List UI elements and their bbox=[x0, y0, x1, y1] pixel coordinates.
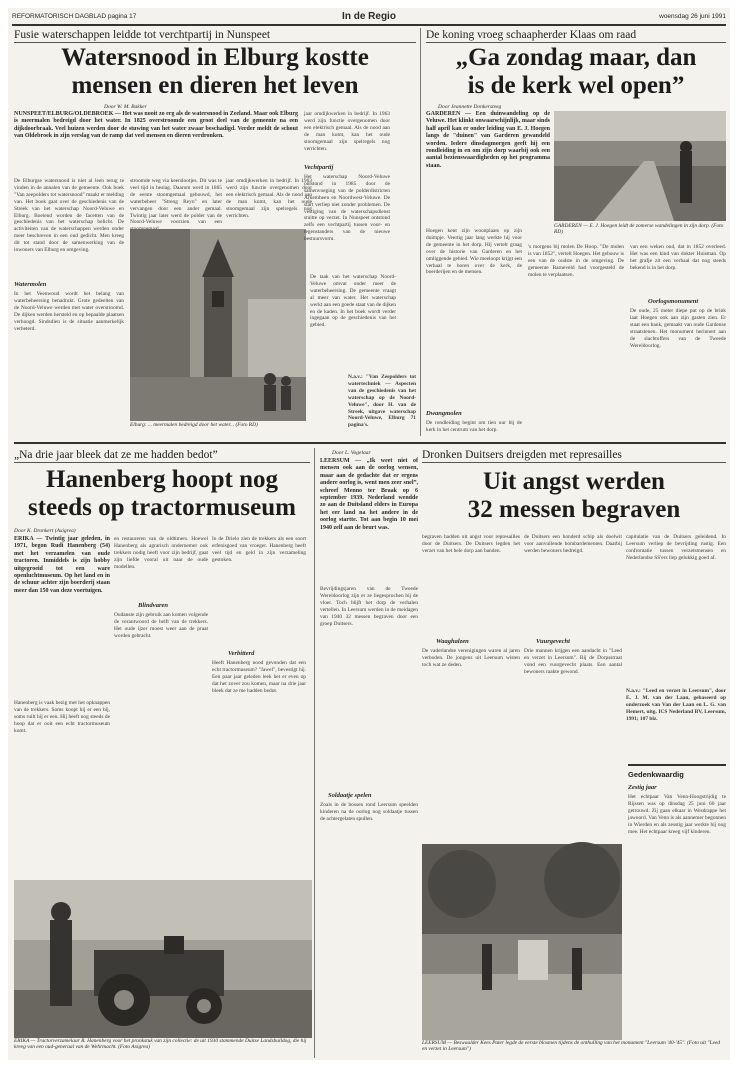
elburg-photo-svg bbox=[130, 229, 306, 421]
story2-sub-dwangmolen: Dwangmolen bbox=[426, 410, 462, 417]
story2-kicker-rule bbox=[426, 42, 726, 43]
story1-col1b: In het Veenwoud wordt het belang van waterbeheersing benadrukt. Grote gedeelten van de Noord-Veluwe werden met water overstroomd. De dijken werden hersteld en op bepaalde plaatsen verhoogd. Sindsdien is de situatie aanmerkelijk verbeterd. bbox=[14, 291, 124, 332]
story3-byline: Door K. Dronkert (Axigrea) bbox=[14, 528, 76, 534]
garderen-photo-caption: GARDEREN — E. J. Hoegen leidt de zomerse wandelingen in zijn dorp. (Foto RD) bbox=[554, 223, 724, 236]
story2-col1b: De rondleiding begint om tien uur bij de kerk in het centrum van het dorp. bbox=[426, 420, 522, 433]
story2-col1: Hoegen kent zijn woonplaats op zijn duimpje. Veertig jaar lang werkte hij voor de gemeente in het dorp. Hij vertelt graag over de historie van Garderen en het omliggende gebied. Wie meeloopt krijgt een verhaal te horen over de kerk, de boerderijen en de mensen. bbox=[426, 228, 522, 276]
tractor-photo-svg bbox=[14, 880, 312, 1038]
newspaper-page bbox=[8, 8, 730, 1060]
story1-col4: De taak van het waterschap Noord-Veluwe omvat onder meer de waterbeheersing. De gemeente vraagt al meer van water. Het waterschap werkt aan een goede staat van de dijken en de kaden. In het boek wordt verder ingegaan op de geschiedenis van het gebied. bbox=[310, 274, 396, 329]
leersum-photo-svg bbox=[422, 844, 622, 1040]
story5-col1b: Drie mannen krijgen een aandacht in "Leed en verzet in Leersum". Bij de Dorpsstraat vond een vuurgevecht plaats. Een aantal bewoners raakte gewond. bbox=[524, 648, 622, 675]
story1-lead: NUNSPEET/ELBURG/OLDEBROEK — Het was nooit zo erg als de watersnood in Zeeland. Maar ook Elburg is meermalen bedreigd door het water. In 1825 overstroomde een groot deel van de gemeente na een dijkdoorbraak. Veel huizen werden door de stuwing van het water zwaar beschadigd. Verder meldt de schout van Oldebroek in zijn verslag van de ramp dat veel mensen en dieren verdronken. bbox=[14, 111, 298, 140]
story1-sub-watermolen: Watermolen bbox=[14, 281, 47, 288]
leersum-photo-caption: LEERSUM — Beswaalder Kees Pater legde de eerste blosmen tijdens de onthulling van het monument "Leersum '40-'45". (Foto uit "Leed en verzet in Leersum") bbox=[422, 1040, 721, 1053]
story3-kicker: „Na drie jaar bleek dat ze me hadden bedot” bbox=[14, 449, 218, 461]
masthead bbox=[12, 10, 726, 26]
story5-source: N.a.v.: "Leed en verzet in Leersum", door E. J. M. van der Laan, gebaseerd op onderzoek van Van der Laan en L. G. van Hemert, uitg. ICS Nederland BV, Leersum, 1991; 107 blz. bbox=[626, 688, 726, 722]
story2-col3b: De oude, 25 meter diepe put op de brink laat Hoegen ook aan zijn gasten zien. Er staat een bank, gemaakt van oude Gardense straatstenen. Het monument herinnert aan de slachtoffers van de Tweede Wereldoorlog. bbox=[630, 308, 726, 349]
tractor-photo bbox=[14, 880, 312, 1038]
story1-sub-vechtpartij: Vechtpartij bbox=[304, 164, 334, 171]
story4-sub-soldaatje: Soldaatje spelen bbox=[328, 792, 372, 799]
story2-byline: Door Jeannette Donkersteeg bbox=[438, 104, 502, 110]
story2-lead: GARDEREN — Een duinwandeling op de Veluwe. Het klinkt onwaarschijnlijk, maar sinds half april kan er onder leiding van E. J. Hoegen langs de "duinen" van Garderen gewandeld worden. Iedere dinsdagmorgen geeft hij een rondleiding in en om zijn dorp waarbij ook een aantal bezienswaardigheden op het programma staan. bbox=[426, 111, 550, 169]
story4-byline: Door L. Vogelaar bbox=[332, 450, 371, 456]
story5-kicker-rule bbox=[422, 462, 726, 463]
story4-sub-waaghalzen: Waaghalzen bbox=[436, 638, 469, 645]
story1-col3-top: jaar omdijkwerken in bedrijf. In 1963 werd zijn functie overgenomen door een elektrisch gemaal. Als de nood aan de man komt, kan het oude stoomgemaal zijn spelregels nog verrichten. bbox=[304, 111, 390, 152]
story2-kicker: De koning vroeg schaapherder Klaas om raad bbox=[426, 29, 637, 41]
story1-col3: jaar omdijkwerken in bedrijf. In 1963 werd zijn functie overgenomen door een elektrisch gemaal. Als de nood aan de man komt, kan het oude stoomgemaal zijn spelregels nog verrichten. bbox=[226, 178, 312, 219]
section-divider bbox=[14, 442, 726, 444]
story3-headline-line2: steeds op tractormuseum bbox=[27, 494, 296, 521]
elburg-photo bbox=[130, 229, 306, 421]
story2-sub-oorlogsmonument: Oorlogsmonument bbox=[648, 298, 699, 305]
story4-col1b: Zoals in de bossen rond Leersum speelden kinderen na de oorlog nog soldaatje tussen de achtergelaten spullen. bbox=[320, 802, 418, 822]
story1-headline-line1: Watersnood in Elburg kostte bbox=[61, 44, 369, 71]
garderen-photo bbox=[554, 111, 726, 221]
story5-sub-vuurgevecht: Vuurgevecht bbox=[536, 638, 570, 645]
gedenkwaardig-text: Het echtpaar Van Venn-Hoogstrijdig te Rijssen was op dinsdag 25 juni 60 jaar getrouwd. Zij gaan elkaar in Wesdrappe het jawoord. Van Venn is als aannemer begonnen in Wierden en als zesstig jaar werkte hij nog mee. Het echtpaar kreeg vijf kinderen. bbox=[628, 794, 726, 835]
story1-col3b: Het waterschap Noord-Veluwe ontstond in 1985 door de samenvoeging van de polderdistricten Arkemheen en Noordwest-Veluwe. De start verliep niet zonder problemen. De vestiging van de waterschapsdienst stuitte op verzet. In Nunspeet ontstond zelfs een vechtpartij tussen voor- en tegenstanders van de nieuwe bestuursvorm. bbox=[304, 174, 390, 243]
story2-headline-line1: „Ga zondag maar, dan bbox=[455, 44, 697, 71]
masthead-section: In de Regio bbox=[342, 11, 396, 22]
story4-lead: LEERSUM — „Ik weet niet of mensen ook aan de oorlog wensen, maar aan de gedachte dat er ergens andere oorlog is, went men zeer snel”, schreef Menno ter Braak op 6 september 1939. Nederland wendde zo aan de Duitsland elders in Europa het eer land na het andere in de oorlog startte. Tot aan begin 10 mei 1940 zelf aan de beurt was. bbox=[320, 458, 418, 531]
story1-col2: stroomde weg via keerslootjes. Dit was te veel tijd in beslag. Daarom werd in 1865 de eerste stoomgemaal gebouwd, het waterbeheer "Streng Reyn" en later vervangen door een ander gemaal. Twintig jaar later werd de polder van de Noord-Veluwe voorzien van een bbox=[130, 178, 222, 226]
story1-col1: De Elburgse watersnood is niet al leen terug te vinden in de annalen van de gemeente. Ook boek "Van zeepolders tot watersnood" maakt er melding van. Het boek gaat over de geschiedenis van de Streek van het waterschap Noord-Veluwe en Elburg. Boeiend worden de facetten van de geschiedenis van het waterschap belicht. De activiteiten van de waterschappen werden onder meer beschreven in een oud gedicht. Men kreeg dit tot stand door de samenwerking van de inwoners van Elburg en omgeving. bbox=[14, 178, 124, 254]
story1-source: N.a.v.: "Van Zeepolders tot watertechniek — Aspecten van de geschiedenis van het waterschap op de Noord-Veluwe", door H. van de Streek, uitgave waterschap Noord-Veluwe, Elburg 71 pagina's. bbox=[348, 374, 416, 429]
story3-col2: en restaureren van de oldtimers. Hoewel Hanenberg als agrarisch ondernemer ook trekkers nodig heeft voor zijn bedrijf, gaat zijn liefde vooral uit naar de oude modellen. bbox=[114, 536, 208, 570]
story2-col2: 's morgens bij molen De Hoop. "De molen is van 1852", vertelt Hoegen. Het gebouw is een van de oudste in de omgeving. De gemeente Barneveld had voorgesteld de molen te verplaatsen. bbox=[528, 244, 624, 278]
column-divider-top bbox=[420, 28, 421, 436]
gedenkwaardig-box bbox=[628, 764, 726, 1038]
story1-kicker-rule bbox=[14, 42, 416, 43]
story3-col1: Hanenberg is vaak bezig met het opknappen van de trekkers. Soms koopt hij er een bij, soms ruilt hij er een. Hij heeft nog steeds de hoop dat er ooit een echt tractormuseum komt. bbox=[14, 700, 110, 734]
story2-headline-line2: is de kerk wel open” bbox=[467, 72, 685, 99]
story5-col2: capitulatie van de Duitsers geleidend. In Leersum verliep de bevrijding rustig. Een confrontatie tussen verzetsmensen en Nederlandse SS'ers liep gelukkig goed af. bbox=[626, 534, 726, 561]
story3-kicker-rule bbox=[14, 462, 310, 463]
story1-kicker: Fusie waterschappen leidde tot verchtpartij in Nunspeet bbox=[14, 29, 271, 41]
elburg-photo-caption: Elburg: ... meermalen bedreigd door het water... (Foto RD) bbox=[130, 422, 258, 428]
story3-lead: ERIKA — Twintig jaar geleden, in 1971, begon Rudi Hanenberg (54) met het verzamelen van oude tractoren. Inmiddels is zijn hobby uitgegroeid tot een ware openluchtmuseum. Op het land en in de schuur achter zijn boerderij staan meer dan 150 van deze voertuigen. bbox=[14, 536, 110, 594]
story4-col2: begraven hadden uit angst voor represailles door de Duitsers. De Duitsers legden het verzet van het hele dorp aan banden. bbox=[422, 534, 520, 554]
gedenkwaardig-title: Gedenkwaardig bbox=[628, 770, 684, 779]
gedenkwaardig-subtitle: Zestig jaar bbox=[628, 784, 657, 791]
story5-headline-line2: 32 messen begraven bbox=[467, 496, 681, 523]
column-divider-bottom bbox=[314, 448, 315, 1058]
story4-col2b: De vaderlandse verenigingen waren al jaren verboden. De jongens uit Leersum wisten toch wat ze deden. bbox=[422, 648, 520, 668]
story3-col3: In de Drielo zien de trekkers als een soort erfenisgoed van vroeger. Hanenberg heeft veel tijd en geld in zijn verzameling gestoken. bbox=[212, 536, 306, 563]
leersum-photo bbox=[422, 844, 622, 1040]
story1-headline-line2: mensen en dieren het leven bbox=[71, 72, 359, 99]
story3-sub-verbitterd: Verbitterd bbox=[228, 650, 255, 657]
story2-col3: van een weken oud, dat in 1852 overleed. Het was een kind van dokter Huisman. Op het grafje zit een verhaal dat nog steeds bekend is in het dorp. bbox=[630, 244, 726, 271]
masthead-paper: REFORMATORISCH DAGBLAD pagina 17 bbox=[12, 13, 137, 20]
story5-kicker: Dronken Duitsers dreigden met represailles bbox=[422, 449, 622, 461]
garderen-photo-svg bbox=[554, 111, 726, 221]
story5-col1: de Duitsers een honderd schip als doelwit voor aanvullende bombardementen. Daarbij werden bewoners bedreigd. bbox=[524, 534, 622, 554]
story3-col2b: Oudanste zijn gebruik aan komen volgende de verantwoord de helft van de trekkers. Het oude ijzer moest weer aan de praat worden gebracht. bbox=[114, 612, 208, 639]
masthead-date: woensdag 26 juni 1991 bbox=[659, 13, 726, 20]
tractor-photo-caption: ERIKA — Tractorverzamelaar R. Hanenberg voor het pronkstuk van zijn collectie: de uit 1930 stammende Duitse Landsbulldog, die hij kreeg van een oud-generaal van de Wehrmacht. (Foto Axigrea) bbox=[14, 1038, 307, 1051]
story3-col3b: Heeft Hanenberg nood gevonden dat een echt tractormuseum? "Jawel", bevestigt hij. Een paar jaar geleden leek het er even op dat het zover zou komen, maar na drie jaar bleek dat ze me hadden bedot. bbox=[212, 660, 306, 694]
story3-sub-blindvaren: Blindvaren bbox=[138, 602, 168, 609]
story5-headline-line1: Uit angst werden bbox=[483, 468, 665, 495]
story4-col1: Bevrijdingsjaren van de Tweede Wereldoorlog zijn er ze liegesprochen bij de vloer. Toch blijft het dorp de verhalen vertellen. In Leersum werden in de meidagen van 1940 32 messen begraven door een groep Duitsers. bbox=[320, 586, 418, 627]
story3-headline-line1: Hanenberg hoopt nog bbox=[46, 466, 278, 493]
story1-byline: Door W. M. Bakker bbox=[104, 104, 147, 110]
